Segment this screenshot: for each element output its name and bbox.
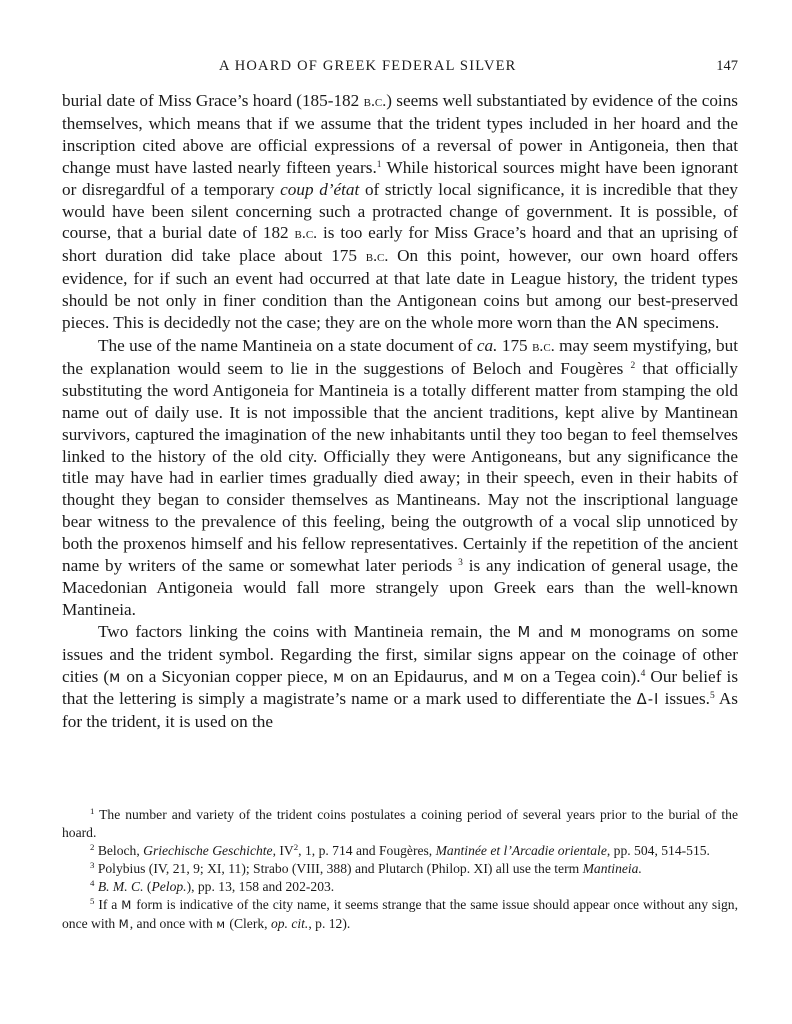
monogram: M (121, 898, 133, 913)
paragraph: Two factors linking the coins with Mantineia remain, the M and ᴍ monograms on some issues and the trident symbol. Regarding the first, similar signs appear on the coinage of other cities (ᴍ on a Sicyonian copper piece, ᴍ on an Epidaurus, and ᴍ on a Tegea coin).$^4$ Our belief is that the lettering is simply a magistrate’s name or a mark used to differentiate the Δ-Ι issues.$^5$ As for the trident, it is used on the (62, 621, 739, 732)
running-head (62, 58, 738, 80)
footnote-ref: 4 (640, 668, 646, 679)
footnote-ref: 4 (90, 878, 95, 889)
italic-run: op. cit. (270, 915, 309, 931)
italic-run: B. M. C. (97, 879, 144, 895)
abbreviation: b.c. (294, 225, 318, 243)
running-head-title: A HOARD OF GREEK FEDERAL SILVER (219, 58, 517, 74)
footnote: $^2$ Beloch, Griechische Geschichte, IV$^2$, 1, p. 714 and Fougères, Mantinée et l’Arcadie orientale, pp. 504, 514-515. (90, 842, 710, 859)
abbreviation: b.c. (365, 248, 389, 266)
italic-run: ca. (476, 335, 498, 355)
footnote-ref: 1 (90, 806, 95, 817)
abbreviation: b.c. (532, 337, 555, 355)
italic-run: Mantinée et l’Arcadie orientale (435, 843, 607, 859)
monogram: ᴍ (332, 668, 346, 686)
footnotes (62, 806, 738, 933)
document-page (62, 0, 738, 1024)
footnote-ref: 3 (458, 557, 463, 568)
footnote-ref: 1 (376, 159, 382, 170)
footnote-ref: 2 (293, 842, 299, 853)
monogram: ᴍ (216, 916, 227, 931)
abbreviation: b.c. (363, 93, 387, 110)
footnote-ref: 5 (709, 691, 715, 702)
footnote: $^1$ The number and variety of the trident coins postulates a coining period of several years prior to the burial of the hoard. (62, 806, 738, 841)
footnote: $^3$ Polybius (IV, 21, 9; XI, 11); Strabo (VIII, 388) and Plutarch (Philop. XI) all use the term Mantineia. (90, 860, 642, 877)
footnote: $^5$ If a M form is indicative of the city name, it seems strange that the same issue should appear once without any sign, once with M, and once with ᴍ (Clerk, op. cit., p. 12). (62, 896, 738, 931)
italic-run: Griechische Geschichte (143, 843, 273, 859)
monogram: M (118, 916, 130, 931)
monogram: ᴍ (109, 668, 122, 686)
paragraph: burial date of Miss Grace’s hoard (185-182 b.c.) seems well substantiated by evidence of the coins themselves, which means that if we assume that the trident types included in her hoard and the inscription cited above are official expressions of a reversal of power in Antigoneia, then that change must have lasted nearly fifteen years.$^1$ While historical sources might have been ignorant or disregardful of a temporary coup d’état of strictly local significance, it is incredible that they would have been silent concerning such a protracted change of government. It is possible, of course, that a burial date of 182 b.c. is too early for Miss Grace’s hoard and that an uprising of short duration did take place about 175 b.c. On this point, however, our own hoard offers evidence, for if such an event had occurred at that late date in League history, the trident types should be not only in finer condition than the Antigonean coins but among our best-preserved pieces. This is decidedly not the case; they are on the whole more worn than the AN specimens. (62, 91, 739, 333)
monogram: M (517, 623, 532, 641)
page-number: 147 (716, 58, 738, 74)
footnote-ref: 2 (90, 842, 95, 853)
footnote: $^4$ B. M. C. (Pelop.), pp. 13, 158 and 202-203. (90, 878, 335, 895)
paragraph: The use of the name Mantineia on a state document of ca. 175 b.c. may seem mystifying, but the explanation would seem to lie in the suggestions of Beloch and Fougères $^2$ that officially substituting the word Antigoneia for Mantineia is a totally different matter from stamping the old name out of daily use. It is not impossible that the ancient traditions, kept alive by Mantinean survivors, captured the imagination of the new inhabitants until they too began to feel themselves linked to the history of the old city. Officially they were Antigoneans, but any significance the title may have had in earlier times gradually died away; in their speech, even in their habits of thought they began to consider themselves as Mantineans. May not the inscriptional language bear witness to the prevalence of this feeling, being the outgrowth of a vocal slip unnoticed by both the proxenos himself and his fellow representatives. Certainly if the repetition of the ancient name by writers of the same or somewhat later periods $^3$ is any indication of general usage, the Macedonian Antigoneia would fall more strangely upon Greek ears than the well-known Mantineia. (62, 335, 738, 619)
italic-run: coup d’état (280, 179, 360, 199)
footnote-ref: 3 (90, 860, 95, 871)
main-text (62, 90, 738, 733)
footnote-ref: 5 (90, 896, 95, 907)
italic-run: Pelop. (151, 879, 187, 895)
footnote-ref: 2 (630, 360, 636, 371)
italic-run: Mantineia. (582, 861, 642, 877)
monogram: ᴍ (502, 668, 516, 686)
monogram: AN (615, 315, 639, 333)
monogram: ᴍ (570, 623, 583, 641)
monogram: Δ-Ι (636, 691, 660, 709)
